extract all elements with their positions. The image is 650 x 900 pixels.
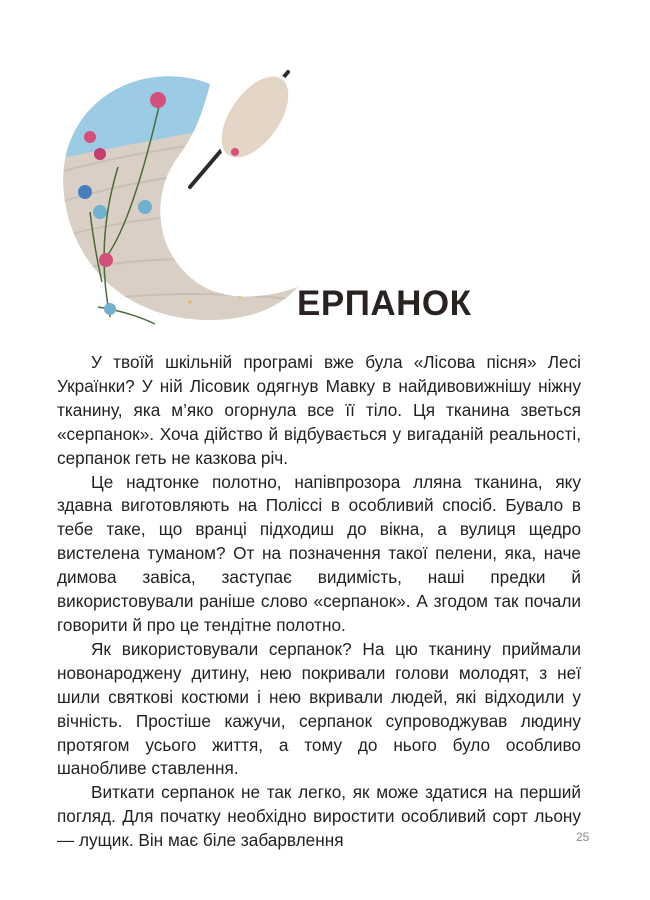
paragraph: Як використовували серпанок? На цю тканину приймали новонароджену дитину, нею покривали голови молодят, з неї шили святкові костюми і нею вкривали людей, які відходили у вічність. Простіше кажучи, серпанок супроводжував людину протягом усього життя, а тому до нього було особливо шанобливе ставлення. [57,638,581,779]
dropcap-letter-illustration [40,62,310,332]
article-body [57,351,581,853]
page-title: ЕРПАНОК [297,284,472,323]
paragraph: Виткати серпанок не так легко, як може здатися на перший погляд. Для початку необхідно виростити особливий сорт льону — лущик. Він має біле забарвлення [57,782,581,851]
paragraph: У твоїй шкільній програмі вже була «Лісова пісня» Лесі Українки? У ній Лісовик одягнув Мавку в найдивовижнішу ніжну тканину, яка м’яко огорнула все її тіло. Ця тканина зветься «серпанок». Хоча дійство й відбувається у вигаданій реальності, серпанок геть не казкова річ. [57,352,581,468]
page-number: 25 [576,830,590,844]
paragraph: Це надтонке полотно, напівпрозора лляна тканина, яку здавна виготовляють на Поліссі в особливий спосіб. Бувало в тебе таке, що вранці підходиш до вікна, а вулиця щедро вистелена туманом? От на позначення такої пелени, яка, наче димова завіса, заступає видимість, наші предки й використовували раніше слово «серпанок». А згодом так почали говорити й про це тендітне полотно. [57,471,581,635]
needle-icon [190,63,304,187]
